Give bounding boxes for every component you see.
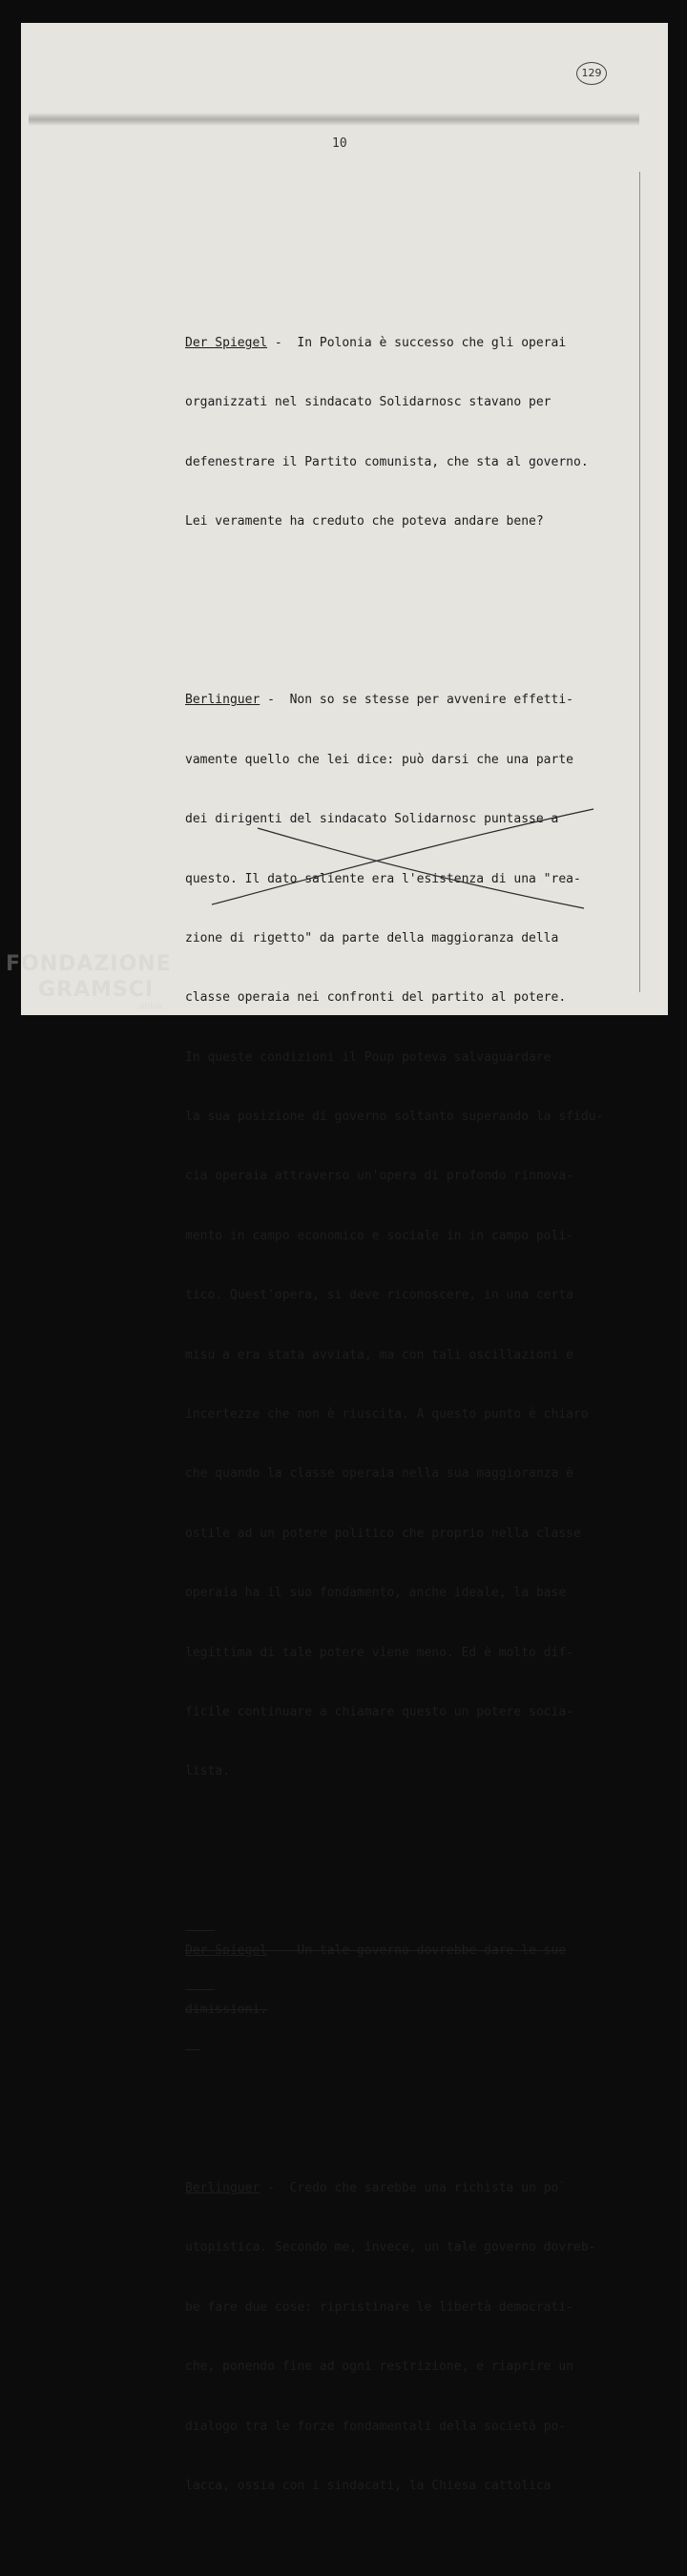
text-line: Der Spiegel - Un tale governo dovrebbe dare le sue [185, 1942, 567, 1958]
text-line: dimissioni. [185, 2002, 268, 2017]
text-line: dei dirigenti del sindacato Solidarnosc puntasse a [185, 812, 559, 827]
speaker-label: Berlinguer [185, 2181, 260, 2196]
text-line: Lei veramente ha creduto che poteva andare bene? [185, 514, 544, 530]
text-line: Der Spiegel - In Polonia è successo che gli operai [185, 335, 567, 350]
text-line: vamente quello che lei dice: può darsi che una parte [185, 752, 573, 767]
text-line: legittima di tale potere viene meno. Ed è molto dif- [185, 1645, 573, 1660]
text-line: Berlinguer - Non so se stesse per avvenire effetti- [185, 693, 574, 708]
text-line: tico. Quest'opera, si deve riconoscere, in una certa [185, 1288, 573, 1303]
page-number: 10 [332, 136, 347, 151]
text-line: utopistica. Secondo me, invece, un tale governo dovreb- [185, 2240, 596, 2255]
text-line: classe operaia nei confronti del partito al potere. [185, 990, 567, 1006]
text-line: In queste condizioni il Poup poteva salvaguardare [185, 1049, 552, 1065]
transcript-body [185, 235, 624, 2576]
archive-stamp: 129 [576, 62, 607, 85]
text-line: la sua posizione di governo soltanto superando la sfidu- [185, 1110, 604, 1125]
paragraph [185, 652, 624, 1822]
speaker-label: Berlinguer [185, 693, 260, 708]
text-line: ficile continuare a chiamare questo un potere socia- [185, 1704, 573, 1719]
text-line: Berlinguer - Credo che sarebbe una richista un po` [185, 2181, 567, 2196]
text-line: lista. [185, 1764, 230, 1779]
text-line: organizzati nel sindacato Solidarnosc stavano per [185, 395, 552, 410]
text-line: zione di rigetto" da parte della maggioranza della [185, 930, 559, 945]
text-line: cia operaia attraverso un'opera di profondo rinnova- [185, 1169, 573, 1184]
watermark-line: GRAMSCI [38, 978, 155, 1002]
page-edge-line [639, 172, 640, 992]
copy-smudge [29, 113, 639, 126]
text-line: lacca, ossia con i sindacati, la Chiesa cattolica [185, 2479, 552, 2494]
text-line: be fare due cose: ripristinare le libertà democrati- [185, 2299, 573, 2315]
text-line: mento in campo economico e sociale in in campo poli- [185, 1228, 573, 1243]
text-line: defenestrare il Partito comunista, che sta al governo. [185, 454, 589, 469]
struck-paragraph [185, 1901, 624, 2060]
text-line: che, ponendo fine ad ogni restrizione, e riaprire un [185, 2359, 573, 2375]
text-line: dialogo tra le forze fondamentali della società po- [185, 2419, 567, 2434]
text-line: che quando la classe operaia nella sua maggioranza è [185, 1466, 573, 1482]
text-line: incertezze che non è riuscita. A questo punto è chiaro [185, 1407, 589, 1423]
text-line: operaia ha il suo fondamento, anche ideale, la base [185, 1586, 567, 1601]
watermark-line: onlus [139, 1002, 163, 1011]
paragraph [185, 294, 624, 571]
text-line: questo. Il dato saliente era l'esistenza di una "rea- [185, 871, 581, 886]
watermark-line: FONDAZIONE [6, 952, 172, 976]
speaker-label: Der Spiegel [185, 1942, 268, 1958]
paragraph [185, 2140, 624, 2537]
speaker-label: Der Spiegel [185, 335, 268, 350]
text-line: ostile ad un potere politico che proprio nella classe [185, 1526, 581, 1541]
text-line: misu a era stata avviata, ma con tali oscillazioni e [185, 1347, 573, 1362]
